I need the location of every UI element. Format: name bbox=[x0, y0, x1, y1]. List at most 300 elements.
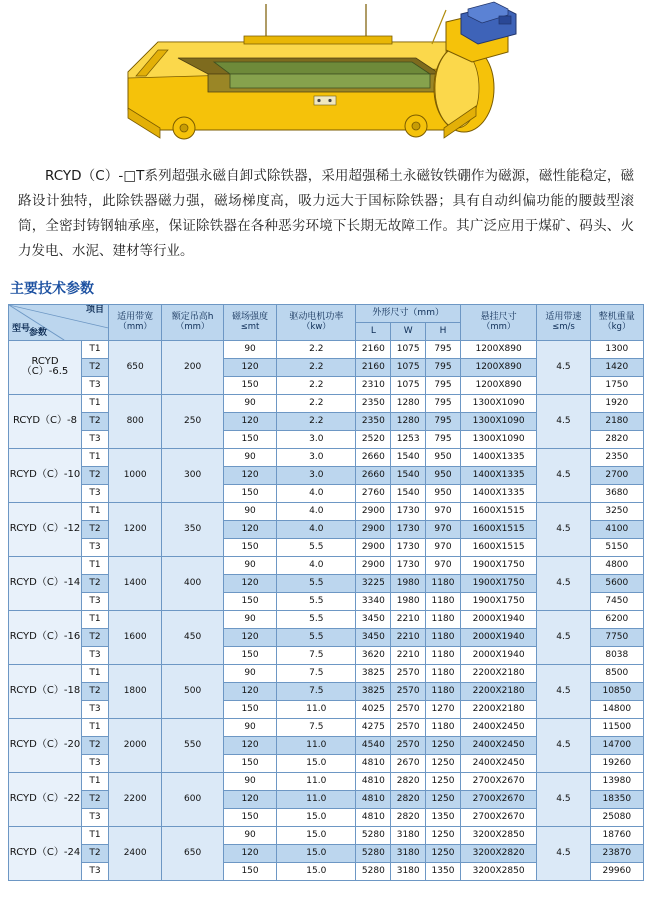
cell-hanging: 3200X2850 bbox=[460, 826, 536, 844]
header-hanging-text: 悬挂尺寸 bbox=[480, 312, 517, 323]
cell-dim-h: 1270 bbox=[426, 700, 461, 718]
cell-dim-h: 795 bbox=[426, 358, 461, 376]
cell-hanging: 2200X2180 bbox=[460, 664, 536, 682]
cell-dim-w: 2820 bbox=[391, 790, 426, 808]
cell-motor-power: 15.0 bbox=[277, 862, 356, 880]
table-row bbox=[9, 394, 644, 412]
cell-hanging: 1400X1335 bbox=[460, 484, 536, 502]
cell-motor-power: 5.5 bbox=[277, 610, 356, 628]
header-dim-w: W bbox=[391, 322, 426, 340]
cell-dim-l: 3825 bbox=[356, 682, 391, 700]
table-row bbox=[9, 556, 644, 574]
header-rated-height bbox=[162, 304, 224, 340]
cell-model: RCYD（C）-10 bbox=[9, 448, 82, 502]
cell-type: T2 bbox=[82, 466, 109, 484]
cell-rated-height: 550 bbox=[162, 718, 224, 772]
cell-motor-power: 2.2 bbox=[277, 358, 356, 376]
header-total-weight-unit: （kg） bbox=[603, 321, 631, 332]
cell-type: T2 bbox=[82, 412, 109, 430]
cell-dim-l: 2520 bbox=[356, 430, 391, 448]
corner-label-model: 型号 bbox=[12, 323, 31, 334]
cell-total-weight: 3250 bbox=[590, 502, 643, 520]
cell-total-weight: 1920 bbox=[590, 394, 643, 412]
cell-type: T2 bbox=[82, 844, 109, 862]
cell-hanging: 1200X890 bbox=[460, 358, 536, 376]
cell-dim-l: 5280 bbox=[356, 844, 391, 862]
header-dim-l: L bbox=[356, 322, 391, 340]
cell-dim-h: 1250 bbox=[426, 826, 461, 844]
cell-field-strength: 90 bbox=[223, 664, 276, 682]
table-row bbox=[9, 448, 644, 466]
cell-type: T3 bbox=[82, 808, 109, 826]
cell-motor-power: 11.0 bbox=[277, 736, 356, 754]
cell-dim-h: 950 bbox=[426, 466, 461, 484]
cell-total-weight: 14700 bbox=[590, 736, 643, 754]
cell-total-weight: 5150 bbox=[590, 538, 643, 556]
cell-dim-h: 795 bbox=[426, 394, 461, 412]
cell-type: T1 bbox=[82, 718, 109, 736]
cell-hanging: 1300X1090 bbox=[460, 430, 536, 448]
cell-total-weight: 18350 bbox=[590, 790, 643, 808]
cell-rated-height: 350 bbox=[162, 502, 224, 556]
cell-dim-h: 795 bbox=[426, 412, 461, 430]
corner-label-param: 参数 bbox=[29, 328, 48, 339]
header-dim-h: H bbox=[426, 322, 461, 340]
cell-motor-power: 15.0 bbox=[277, 826, 356, 844]
cell-hanging: 1900X1750 bbox=[460, 574, 536, 592]
header-field-strength bbox=[223, 304, 276, 340]
cell-type: T2 bbox=[82, 520, 109, 538]
cell-hanging: 1900X1750 bbox=[460, 556, 536, 574]
corner-label-item: 项目 bbox=[85, 304, 104, 315]
cell-type: T3 bbox=[82, 646, 109, 664]
cell-motor-power: 2.2 bbox=[277, 412, 356, 430]
cell-total-weight: 18760 bbox=[590, 826, 643, 844]
cell-total-weight: 23870 bbox=[590, 844, 643, 862]
cell-belt-width: 1800 bbox=[109, 664, 162, 718]
table-row bbox=[9, 718, 644, 736]
cell-dim-l: 3450 bbox=[356, 610, 391, 628]
intro-paragraph: RCYD（C）-□T系列超强永磁自卸式除铁器，采用超强稀土永磁钕铁硼作为磁源，磁性能稳定，磁路设计独特，此除铁器磁力强，磁场梯度高，吸力远大于国标除铁器；具有自动纠偏功能的腰鼓型滚筒，全密封铸钢轴承座，保证除铁器在各种恶劣环境下长期无故障工作。其广泛应用于煤矿、码头、火力发电、水泥、建材等行业。 bbox=[18, 168, 634, 259]
cell-dim-w: 3180 bbox=[391, 826, 426, 844]
cell-dim-h: 970 bbox=[426, 556, 461, 574]
cell-model: RCYD（C）-16 bbox=[9, 610, 82, 664]
cell-field-strength: 150 bbox=[223, 808, 276, 826]
cell-hanging: 1300X1090 bbox=[460, 394, 536, 412]
cell-dim-l: 4810 bbox=[356, 808, 391, 826]
cell-type: T2 bbox=[82, 682, 109, 700]
cell-belt-width: 1400 bbox=[109, 556, 162, 610]
cell-motor-power: 3.0 bbox=[277, 430, 356, 448]
cell-dim-w: 3180 bbox=[391, 844, 426, 862]
cell-belt-speed: 4.5 bbox=[537, 610, 590, 664]
cell-motor-power: 2.2 bbox=[277, 340, 356, 358]
cell-total-weight: 1420 bbox=[590, 358, 643, 376]
cell-dim-w: 1075 bbox=[391, 340, 426, 358]
cell-dim-l: 3450 bbox=[356, 628, 391, 646]
cell-belt-speed: 4.5 bbox=[537, 664, 590, 718]
cell-dim-l: 2900 bbox=[356, 502, 391, 520]
cell-hanging: 2700X2670 bbox=[460, 790, 536, 808]
cell-type: T3 bbox=[82, 862, 109, 880]
cell-motor-power: 15.0 bbox=[277, 808, 356, 826]
cell-total-weight: 4100 bbox=[590, 520, 643, 538]
cell-total-weight: 25080 bbox=[590, 808, 643, 826]
cell-type: T3 bbox=[82, 484, 109, 502]
cell-field-strength: 90 bbox=[223, 610, 276, 628]
cell-field-strength: 150 bbox=[223, 862, 276, 880]
cell-hanging: 2000X1940 bbox=[460, 628, 536, 646]
cell-motor-power: 3.0 bbox=[277, 448, 356, 466]
cell-belt-width: 2000 bbox=[109, 718, 162, 772]
cell-model: RCYD（C）-22 bbox=[9, 772, 82, 826]
spec-table bbox=[8, 304, 644, 881]
cell-field-strength: 90 bbox=[223, 448, 276, 466]
header-rated-height-text: 额定吊高h bbox=[171, 312, 214, 323]
cell-motor-power: 4.0 bbox=[277, 520, 356, 538]
cell-belt-speed: 4.5 bbox=[537, 826, 590, 880]
cell-dim-w: 1730 bbox=[391, 520, 426, 538]
cell-hanging: 1400X1335 bbox=[460, 448, 536, 466]
cell-hanging: 2700X2670 bbox=[460, 772, 536, 790]
cell-motor-power: 4.0 bbox=[277, 484, 356, 502]
header-total-weight bbox=[590, 304, 643, 340]
cell-dim-l: 3825 bbox=[356, 664, 391, 682]
cell-belt-speed: 4.5 bbox=[537, 772, 590, 826]
cell-dim-w: 1075 bbox=[391, 376, 426, 394]
cell-type: T1 bbox=[82, 664, 109, 682]
corner-header bbox=[9, 304, 109, 340]
cell-hanging: 2000X1940 bbox=[460, 610, 536, 628]
header-hanging-unit: （mm） bbox=[481, 321, 516, 332]
cell-field-strength: 120 bbox=[223, 574, 276, 592]
cell-type: T3 bbox=[82, 754, 109, 772]
cell-motor-power: 4.0 bbox=[277, 556, 356, 574]
cell-dim-l: 5280 bbox=[356, 826, 391, 844]
section-title: 主要技术参数 bbox=[10, 280, 94, 297]
cell-motor-power: 5.5 bbox=[277, 574, 356, 592]
cell-dim-l: 3225 bbox=[356, 574, 391, 592]
cell-model: RCYD（C）-14 bbox=[9, 556, 82, 610]
cell-dim-h: 1350 bbox=[426, 862, 461, 880]
cell-model: RCYD（C）-18 bbox=[9, 664, 82, 718]
iron-remover-drawing bbox=[116, 0, 536, 158]
cell-dim-w: 2570 bbox=[391, 736, 426, 754]
cell-type: T1 bbox=[82, 340, 109, 358]
cell-dim-l: 2760 bbox=[356, 484, 391, 502]
table-header bbox=[9, 304, 644, 340]
cell-dim-w: 1075 bbox=[391, 358, 426, 376]
cell-dim-h: 1350 bbox=[426, 808, 461, 826]
cell-hanging: 2200X2180 bbox=[460, 700, 536, 718]
cell-total-weight: 2350 bbox=[590, 448, 643, 466]
cell-total-weight: 7450 bbox=[590, 592, 643, 610]
cell-dim-h: 950 bbox=[426, 484, 461, 502]
cell-dim-l: 2350 bbox=[356, 412, 391, 430]
cell-dim-w: 1540 bbox=[391, 466, 426, 484]
cell-field-strength: 90 bbox=[223, 718, 276, 736]
cell-belt-speed: 4.5 bbox=[537, 556, 590, 610]
cell-type: T3 bbox=[82, 700, 109, 718]
cell-belt-width: 800 bbox=[109, 394, 162, 448]
cell-dim-h: 1250 bbox=[426, 844, 461, 862]
cell-dim-w: 2210 bbox=[391, 610, 426, 628]
cell-dim-h: 1180 bbox=[426, 628, 461, 646]
cell-type: T1 bbox=[82, 826, 109, 844]
cell-dim-h: 950 bbox=[426, 448, 461, 466]
cell-total-weight: 3680 bbox=[590, 484, 643, 502]
cell-dim-w: 1980 bbox=[391, 592, 426, 610]
cell-dim-l: 2160 bbox=[356, 340, 391, 358]
cell-total-weight: 1300 bbox=[590, 340, 643, 358]
cell-total-weight: 8038 bbox=[590, 646, 643, 664]
cell-total-weight: 1750 bbox=[590, 376, 643, 394]
cell-dim-w: 1253 bbox=[391, 430, 426, 448]
cell-rated-height: 500 bbox=[162, 664, 224, 718]
cell-belt-speed: 4.5 bbox=[537, 448, 590, 502]
cell-dim-h: 795 bbox=[426, 430, 461, 448]
cell-field-strength: 150 bbox=[223, 592, 276, 610]
cell-dim-h: 795 bbox=[426, 376, 461, 394]
cell-motor-power: 15.0 bbox=[277, 844, 356, 862]
cell-belt-speed: 4.5 bbox=[537, 340, 590, 394]
cell-dim-w: 1730 bbox=[391, 502, 426, 520]
cell-total-weight: 19260 bbox=[590, 754, 643, 772]
cell-dim-h: 1250 bbox=[426, 790, 461, 808]
header-field-strength-text: 磁场强度 bbox=[232, 312, 269, 323]
cell-dim-w: 2820 bbox=[391, 808, 426, 826]
cell-motor-power: 2.2 bbox=[277, 394, 356, 412]
cell-total-weight: 2700 bbox=[590, 466, 643, 484]
cell-model: RCYD（C）-24 bbox=[9, 826, 82, 880]
cell-motor-power: 7.5 bbox=[277, 682, 356, 700]
cell-dim-h: 970 bbox=[426, 502, 461, 520]
cell-hanging: 1600X1515 bbox=[460, 502, 536, 520]
cell-belt-speed: 4.5 bbox=[537, 718, 590, 772]
cell-rated-height: 300 bbox=[162, 448, 224, 502]
cell-dim-w: 1540 bbox=[391, 448, 426, 466]
cell-hanging: 2400X2450 bbox=[460, 754, 536, 772]
cell-total-weight: 5600 bbox=[590, 574, 643, 592]
cell-dim-l: 2900 bbox=[356, 520, 391, 538]
cell-hanging: 2400X2450 bbox=[460, 718, 536, 736]
cell-field-strength: 90 bbox=[223, 556, 276, 574]
cell-type: T1 bbox=[82, 448, 109, 466]
cell-dim-l: 4810 bbox=[356, 754, 391, 772]
cell-field-strength: 120 bbox=[223, 412, 276, 430]
cell-dim-h: 1250 bbox=[426, 772, 461, 790]
product-illustration bbox=[0, 0, 652, 158]
cell-dim-l: 2900 bbox=[356, 556, 391, 574]
cell-motor-power: 7.5 bbox=[277, 646, 356, 664]
cell-field-strength: 90 bbox=[223, 772, 276, 790]
table-row bbox=[9, 502, 644, 520]
cell-field-strength: 150 bbox=[223, 700, 276, 718]
cell-motor-power: 11.0 bbox=[277, 790, 356, 808]
cell-total-weight: 14800 bbox=[590, 700, 643, 718]
cell-belt-width: 1600 bbox=[109, 610, 162, 664]
cell-dim-l: 4540 bbox=[356, 736, 391, 754]
cell-total-weight: 6200 bbox=[590, 610, 643, 628]
header-belt-speed-text: 适用带速 bbox=[545, 312, 582, 323]
cell-field-strength: 150 bbox=[223, 484, 276, 502]
header-belt-speed-unit: ≤m/s bbox=[552, 321, 575, 332]
cell-type: T2 bbox=[82, 574, 109, 592]
cell-type: T3 bbox=[82, 430, 109, 448]
header-belt-width-unit: （mm） bbox=[118, 321, 152, 332]
cell-total-weight: 7750 bbox=[590, 628, 643, 646]
cell-hanging: 1900X1750 bbox=[460, 592, 536, 610]
cell-dim-h: 1180 bbox=[426, 664, 461, 682]
cell-dim-h: 1180 bbox=[426, 610, 461, 628]
cell-type: T1 bbox=[82, 502, 109, 520]
cell-dim-h: 1250 bbox=[426, 736, 461, 754]
cell-dim-w: 1980 bbox=[391, 574, 426, 592]
cell-rated-height: 450 bbox=[162, 610, 224, 664]
header-dimension: 外形尺寸（mm） bbox=[356, 304, 460, 322]
cell-hanging: 2200X2180 bbox=[460, 682, 536, 700]
cell-dim-l: 2310 bbox=[356, 376, 391, 394]
cell-field-strength: 150 bbox=[223, 430, 276, 448]
cell-type: T2 bbox=[82, 790, 109, 808]
cell-type: T1 bbox=[82, 610, 109, 628]
cell-field-strength: 120 bbox=[223, 466, 276, 484]
cell-dim-h: 1250 bbox=[426, 754, 461, 772]
cell-field-strength: 150 bbox=[223, 646, 276, 664]
cell-type: T2 bbox=[82, 736, 109, 754]
cell-hanging: 2000X1940 bbox=[460, 646, 536, 664]
cell-rated-height: 600 bbox=[162, 772, 224, 826]
header-belt-width bbox=[109, 304, 162, 340]
cell-motor-power: 7.5 bbox=[277, 664, 356, 682]
cell-motor-power: 5.5 bbox=[277, 628, 356, 646]
cell-dim-h: 970 bbox=[426, 538, 461, 556]
cell-dim-h: 1180 bbox=[426, 718, 461, 736]
cell-rated-height: 200 bbox=[162, 340, 224, 394]
cell-total-weight: 11500 bbox=[590, 718, 643, 736]
cell-dim-l: 2900 bbox=[356, 538, 391, 556]
cell-dim-w: 2570 bbox=[391, 700, 426, 718]
cell-field-strength: 120 bbox=[223, 628, 276, 646]
cell-motor-power: 2.2 bbox=[277, 376, 356, 394]
cell-motor-power: 15.0 bbox=[277, 754, 356, 772]
cell-model: RCYD（C）-8 bbox=[9, 394, 82, 448]
cell-field-strength: 120 bbox=[223, 358, 276, 376]
table-body bbox=[9, 340, 644, 880]
header-motor-power bbox=[277, 304, 356, 340]
header-field-strength-unit: ≤mt bbox=[240, 321, 260, 332]
cell-rated-height: 400 bbox=[162, 556, 224, 610]
cell-dim-w: 1280 bbox=[391, 394, 426, 412]
cell-motor-power: 5.5 bbox=[277, 592, 356, 610]
cell-dim-w: 2210 bbox=[391, 628, 426, 646]
cell-hanging: 2700X2670 bbox=[460, 808, 536, 826]
cell-dim-w: 1540 bbox=[391, 484, 426, 502]
header-motor-power-text: 驱动电机功率 bbox=[289, 312, 344, 323]
cell-hanging: 1600X1515 bbox=[460, 520, 536, 538]
table-row bbox=[9, 340, 644, 358]
table-row bbox=[9, 772, 644, 790]
cell-dim-h: 1180 bbox=[426, 646, 461, 664]
cell-field-strength: 120 bbox=[223, 736, 276, 754]
cell-type: T2 bbox=[82, 628, 109, 646]
cell-dim-l: 4810 bbox=[356, 772, 391, 790]
cell-type: T2 bbox=[82, 358, 109, 376]
cell-type: T1 bbox=[82, 394, 109, 412]
cell-motor-power: 11.0 bbox=[277, 772, 356, 790]
cell-total-weight: 2820 bbox=[590, 430, 643, 448]
header-belt-speed bbox=[537, 304, 590, 340]
cell-field-strength: 120 bbox=[223, 682, 276, 700]
cell-belt-speed: 4.5 bbox=[537, 394, 590, 448]
cell-dim-l: 3620 bbox=[356, 646, 391, 664]
cell-dim-l: 4025 bbox=[356, 700, 391, 718]
cell-dim-w: 2670 bbox=[391, 754, 426, 772]
cell-model: RCYD（C）-6.5 bbox=[9, 340, 82, 394]
table-row bbox=[9, 826, 644, 844]
cell-dim-l: 4810 bbox=[356, 790, 391, 808]
table-row bbox=[9, 664, 644, 682]
cell-rated-height: 250 bbox=[162, 394, 224, 448]
cell-dim-w: 2210 bbox=[391, 646, 426, 664]
cell-total-weight: 4800 bbox=[590, 556, 643, 574]
cell-dim-w: 1280 bbox=[391, 412, 426, 430]
cell-belt-width: 1000 bbox=[109, 448, 162, 502]
header-total-weight-text: 整机重量 bbox=[598, 312, 635, 323]
cell-field-strength: 120 bbox=[223, 790, 276, 808]
table-row bbox=[9, 610, 644, 628]
cell-dim-l: 5280 bbox=[356, 862, 391, 880]
cell-dim-l: 2660 bbox=[356, 466, 391, 484]
cell-total-weight: 13980 bbox=[590, 772, 643, 790]
cell-field-strength: 150 bbox=[223, 754, 276, 772]
cell-motor-power: 7.5 bbox=[277, 718, 356, 736]
cell-total-weight: 8500 bbox=[590, 664, 643, 682]
cell-dim-w: 1730 bbox=[391, 538, 426, 556]
cell-type: T1 bbox=[82, 772, 109, 790]
cell-field-strength: 90 bbox=[223, 394, 276, 412]
cell-belt-width: 2200 bbox=[109, 772, 162, 826]
cell-hanging: 1300X1090 bbox=[460, 412, 536, 430]
cell-dim-h: 795 bbox=[426, 340, 461, 358]
cell-dim-l: 2350 bbox=[356, 394, 391, 412]
cell-hanging: 2400X2450 bbox=[460, 736, 536, 754]
cell-total-weight: 29960 bbox=[590, 862, 643, 880]
cell-field-strength: 120 bbox=[223, 844, 276, 862]
header-motor-power-unit: （kw） bbox=[301, 321, 331, 332]
cell-type: T3 bbox=[82, 538, 109, 556]
cell-total-weight: 2180 bbox=[590, 412, 643, 430]
cell-total-weight: 10850 bbox=[590, 682, 643, 700]
cell-dim-h: 1180 bbox=[426, 682, 461, 700]
cell-field-strength: 90 bbox=[223, 340, 276, 358]
cell-hanging: 3200X2820 bbox=[460, 844, 536, 862]
cell-model: RCYD（C）-12 bbox=[9, 502, 82, 556]
header-hanging bbox=[460, 304, 536, 340]
cell-rated-height: 650 bbox=[162, 826, 224, 880]
cell-belt-width: 1200 bbox=[109, 502, 162, 556]
cell-field-strength: 150 bbox=[223, 538, 276, 556]
header-rated-height-unit: （mm） bbox=[175, 321, 210, 332]
cell-dim-w: 2570 bbox=[391, 682, 426, 700]
cell-belt-width: 650 bbox=[109, 340, 162, 394]
cell-dim-h: 970 bbox=[426, 520, 461, 538]
cell-dim-l: 4275 bbox=[356, 718, 391, 736]
cell-dim-l: 2660 bbox=[356, 448, 391, 466]
cell-type: T1 bbox=[82, 556, 109, 574]
cell-motor-power: 5.5 bbox=[277, 538, 356, 556]
cell-dim-h: 1180 bbox=[426, 592, 461, 610]
